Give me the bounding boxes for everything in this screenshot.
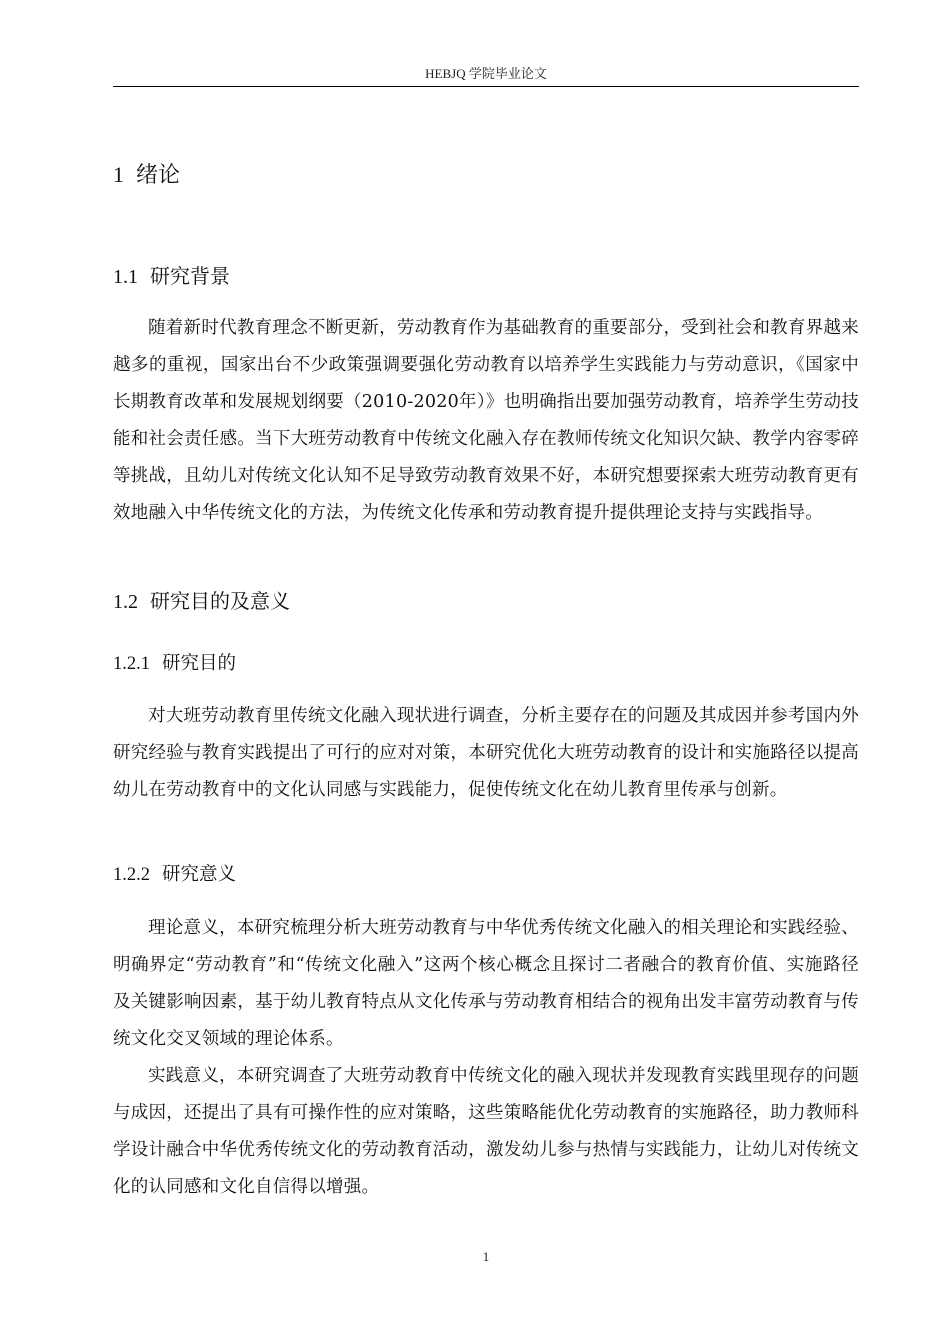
section-heading-1-2 bbox=[113, 587, 290, 616]
section-number: 1.2 bbox=[113, 591, 138, 613]
subsection-number: 1.2.2 bbox=[113, 865, 150, 885]
subsection-number: 1.2.1 bbox=[113, 654, 150, 674]
section-heading-1-1 bbox=[113, 262, 230, 291]
running-header: HEBJQ 学院毕业论文 bbox=[425, 66, 547, 81]
paragraph-background: 随着新时代教育理念不断更新，劳动教育作为基础教育的重要部分，受到社会和教育界越来越多的重视，国家出台不少政策强调要强化劳动教育以培养学生实践能力与劳动意识，《国家中长期教育改革和发展规划纲要（2010-2020年）》也明确指出要加强劳动教育，培养学生劳动技能和社会责任感。当下大班劳动教育中传统文化融入存在教师传统文化知识欠缺、教学内容零碎等挑战，且幼儿对传统文化认知不足导致劳动教育效果不好，本研究想要探索大班劳动教育更有效地融入中华传统文化的方法，为传统文化传承和劳动教育提升提供理论支持与实践指导。 bbox=[113, 318, 859, 523]
paragraph-theoretical-significance: 理论意义，本研究梳理分析大班劳动教育与中华优秀传统文化融入的相关理论和实践经验、明确界定“劳动教育”和“传统文化融入”这两个核心概念且探讨二者融合的教育价值、实施路径及关键影响因素，基于幼儿教育特点从文化传承与劳动教育相结合的视角出发丰富劳动教育与传统文化交叉领域的理论体系。 bbox=[113, 918, 859, 1049]
chapter-number: 1 bbox=[113, 162, 124, 187]
section-title: 研究目的及意义 bbox=[150, 589, 290, 613]
paragraph-purpose: 对大班劳动教育里传统文化融入现状进行调查，分析主要存在的问题及其成因并参考国内外研究经验与教育实践提出了可行的应对对策，本研究优化大班劳动教育的设计和实施路径以提高幼儿在劳动教育中的文化认同感与实践能力，促使传统文化在幼儿教育里传承与创新。 bbox=[113, 706, 859, 800]
subsection-heading-1-2-1 bbox=[113, 651, 236, 677]
header-rule bbox=[113, 86, 859, 87]
chapter-heading bbox=[113, 160, 180, 191]
page-number: 1 bbox=[482, 1249, 490, 1264]
section-number: 1.1 bbox=[113, 266, 138, 288]
section-title: 研究背景 bbox=[150, 264, 230, 288]
subsection-title: 研究目的 bbox=[162, 653, 237, 674]
subsection-heading-1-2-2 bbox=[113, 862, 236, 888]
subsection-title: 研究意义 bbox=[162, 864, 237, 885]
paragraph-practical-significance: 实践意义，本研究调查了大班劳动教育中传统文化的融入现状并发现教育实践里现存的问题与成因，还提出了具有可操作性的应对策略，这些策略能优化劳动教育的实施路径，助力教师科学设计融合中华优秀传统文化的劳动教育活动，激发幼儿参与热情与实践能力，让幼儿对传统文化的认同感和文化自信得以增强。 bbox=[113, 1066, 859, 1197]
chapter-title: 绪论 bbox=[136, 163, 181, 188]
